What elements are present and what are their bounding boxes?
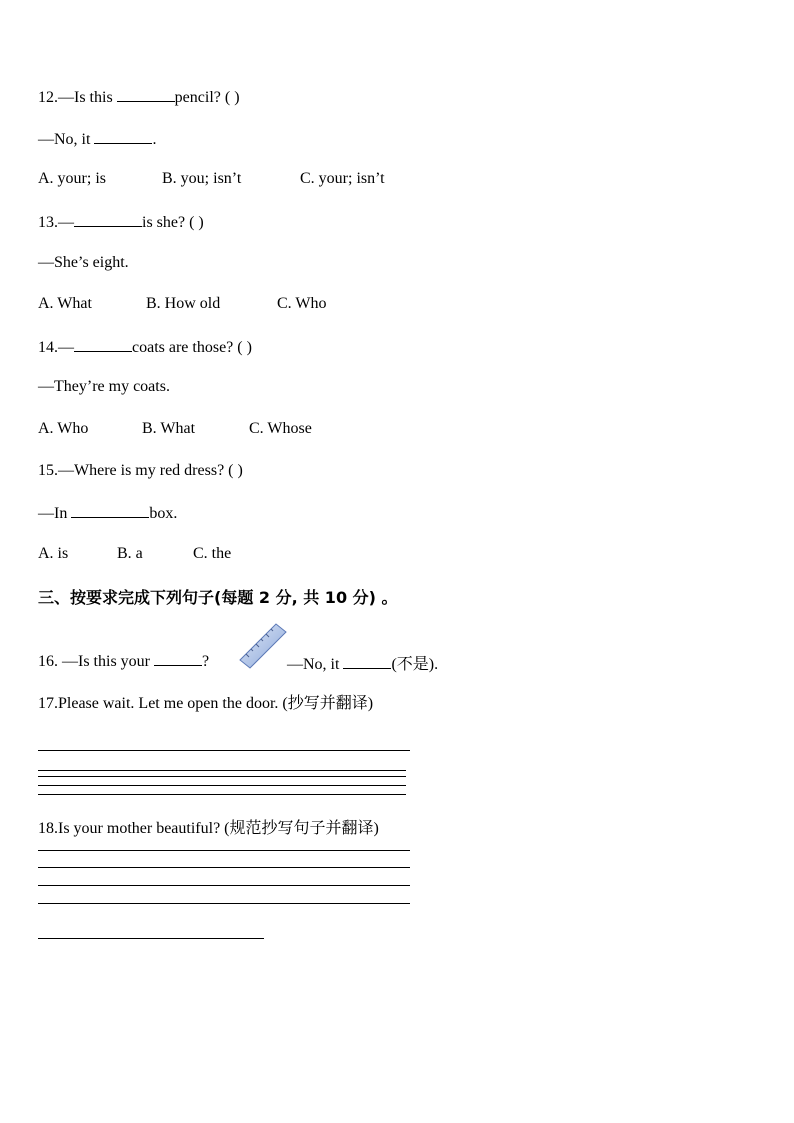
q15-option-a[interactable]: A. is bbox=[38, 545, 69, 562]
q17-question: 17.Please wait. Let me open the door. (抄写并翻译) bbox=[38, 695, 374, 712]
q14-dash: — bbox=[58, 339, 74, 356]
q14-answer: —They’re my coats. bbox=[38, 378, 170, 395]
q12-text-b: pencil? ( ) bbox=[174, 89, 240, 106]
q16-answer-blank[interactable] bbox=[343, 654, 391, 669]
q12-blank[interactable] bbox=[117, 87, 175, 102]
writing-line[interactable] bbox=[38, 785, 406, 786]
q16-answer-end: (不是). bbox=[391, 656, 439, 673]
q14-text: coats are those? ( ) bbox=[132, 339, 252, 356]
writing-line[interactable] bbox=[38, 903, 410, 904]
q12-option-b[interactable]: B. you; isn’t bbox=[162, 170, 242, 187]
writing-line[interactable] bbox=[38, 938, 264, 939]
q15-number: 15. bbox=[38, 462, 58, 479]
q12-option-c[interactable]: C. your; isn’t bbox=[300, 170, 385, 187]
ruler-picture bbox=[238, 622, 288, 670]
q14-option-a[interactable]: A. Who bbox=[38, 420, 89, 437]
q13-text: is she? ( ) bbox=[142, 214, 204, 231]
q12-answer bbox=[38, 129, 156, 149]
q13-number: 13. bbox=[38, 214, 58, 231]
q13-option-c[interactable]: C. Who bbox=[277, 295, 327, 312]
q13-answer: —She’s eight. bbox=[38, 254, 129, 271]
q12-answer-period: . bbox=[152, 131, 157, 148]
q12-dash: — bbox=[58, 89, 74, 106]
q14-blank[interactable] bbox=[74, 337, 132, 352]
writing-line[interactable] bbox=[38, 850, 410, 851]
q15-blank[interactable] bbox=[71, 503, 149, 518]
q15-question bbox=[38, 462, 243, 480]
q16-number: 16. bbox=[38, 653, 58, 670]
q13-option-b[interactable]: B. How old bbox=[146, 295, 221, 312]
writing-line[interactable] bbox=[38, 750, 410, 751]
q15-option-b[interactable]: B. a bbox=[117, 545, 143, 562]
q16-question bbox=[38, 651, 209, 671]
q15-option-c[interactable]: C. the bbox=[193, 545, 232, 562]
section-3-heading: 三、按要求完成下列句子(每题 2 分, 共 10 分) 。 bbox=[38, 588, 398, 607]
q12-answer-blank[interactable] bbox=[94, 129, 152, 144]
q14-option-c[interactable]: C. Whose bbox=[249, 420, 312, 437]
q16-blank[interactable] bbox=[154, 651, 202, 666]
q15-answer-end: box. bbox=[149, 505, 178, 522]
q13-blank[interactable] bbox=[74, 212, 142, 227]
q12-answer-dash: — bbox=[38, 131, 54, 148]
q12-text-a: Is this bbox=[74, 89, 117, 106]
q12-number: 12. bbox=[38, 89, 58, 106]
writing-line[interactable] bbox=[38, 776, 406, 777]
q14-question bbox=[38, 337, 252, 357]
q15-answer bbox=[38, 503, 177, 523]
writing-line[interactable] bbox=[38, 867, 410, 868]
q16-answer-text: —No, it bbox=[287, 656, 344, 673]
q16-text-b: ? bbox=[202, 653, 210, 670]
q12-answer-text: No, it bbox=[54, 131, 95, 148]
q12-question bbox=[38, 87, 240, 107]
q13-dash: — bbox=[58, 214, 74, 231]
q13-option-a[interactable]: A. What bbox=[38, 295, 92, 312]
q16-text-a: —Is this your bbox=[58, 653, 154, 670]
q16-answer bbox=[287, 651, 438, 674]
writing-line[interactable] bbox=[38, 885, 410, 886]
writing-line[interactable] bbox=[38, 794, 406, 795]
q13-question bbox=[38, 212, 204, 232]
ruler-icon bbox=[238, 622, 288, 670]
q12-option-a[interactable]: A. your; is bbox=[38, 170, 106, 187]
q15-text: —Where is my red dress? ( ) bbox=[58, 462, 243, 479]
q14-number: 14. bbox=[38, 339, 58, 356]
q14-option-b[interactable]: B. What bbox=[142, 420, 196, 437]
q15-answer-text: —In bbox=[38, 505, 72, 522]
writing-line[interactable] bbox=[38, 770, 406, 771]
q18-question: 18.Is your mother beautiful? (规范抄写句子并翻译) bbox=[38, 820, 379, 837]
